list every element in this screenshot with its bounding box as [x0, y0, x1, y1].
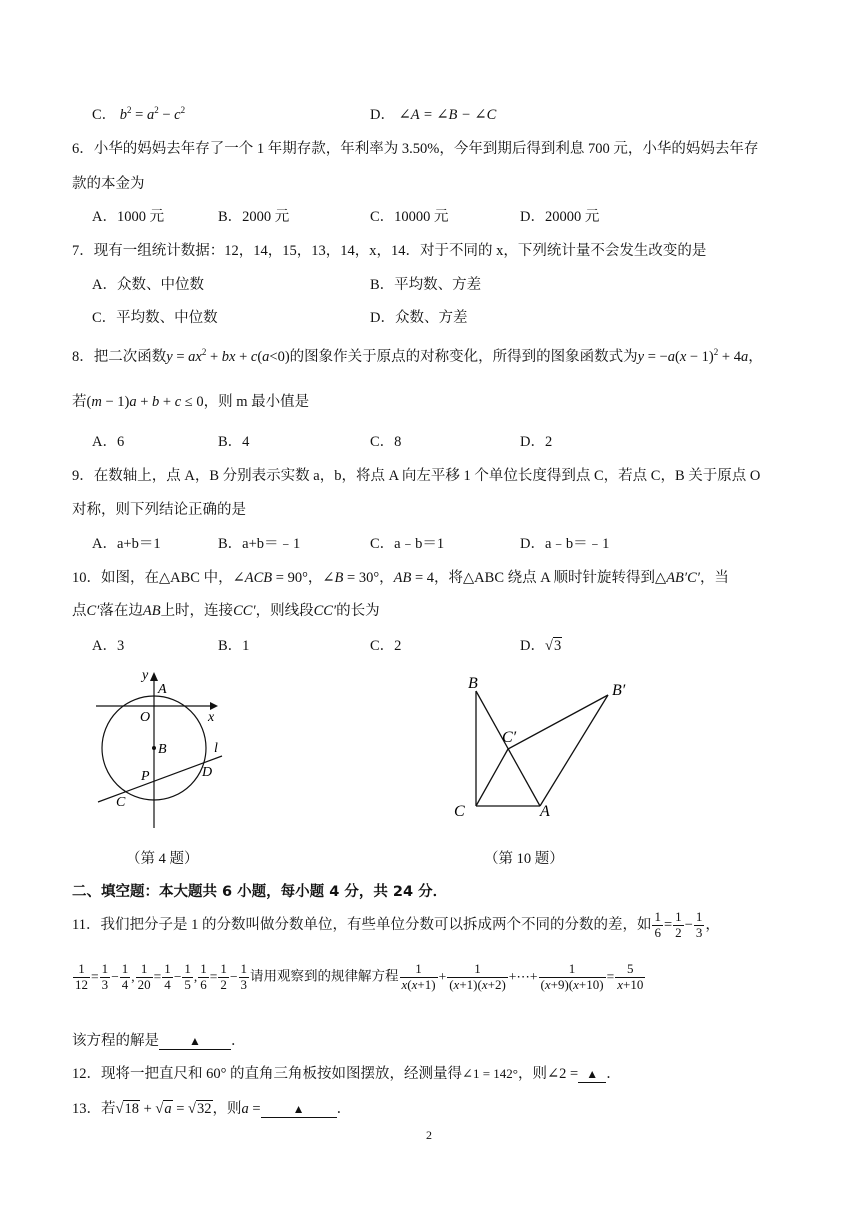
fig10-side-c-prime-b-prime [508, 695, 608, 749]
q8-stem-c: 若 [72, 394, 87, 410]
q7-option-a: A．众数、中位数 [92, 277, 204, 293]
q9-stem-line1: 9．在数轴上，点 A，B 分别表示实数 a，b，将点 A 向左平移 1 个单位长度得到点 C，若点 C，B 关于原点 O [72, 468, 761, 484]
fig4-label-o: O [140, 710, 151, 725]
q11-equation: $\frac{1}{x(x+1)}$ + $\frac{1}{(x+1)(x+2)}$ +⋯+ $\frac{1}{(x+9)(x+10)}$ = $\frac{5}{x+10}$ [401, 961, 644, 992]
q11-answer-blank: ▲ [159, 1034, 231, 1050]
q9-option-d: D．a﹣b＝﹣1 [520, 536, 610, 552]
fig4-label-l: l [214, 741, 218, 756]
q5-option-d-label: D． [370, 107, 395, 123]
q10-option-d-label: D． [520, 638, 545, 654]
fig4-label-x: x [208, 710, 215, 725]
q9-option-b: B．a+b＝﹣1 [218, 536, 301, 552]
q11-stem-line1 [72, 910, 788, 941]
q10-stem-line2-a: 点 [72, 603, 87, 619]
q7-option-b: B．平均数、方差 [370, 277, 482, 293]
fig4-center-b [152, 746, 156, 750]
fig10-label-c: C [454, 803, 465, 820]
q13-formula-2: a = [241, 1101, 261, 1117]
q7-option-c: C．平均数、中位数 [92, 310, 218, 326]
q13-formula-1: √18 + √a = √32 [115, 1101, 212, 1117]
q10-point-c-prime: C′ [86, 603, 100, 619]
fig10-segment-cc-prime [476, 749, 508, 806]
q11-examples-2: $\frac{1}{12}$ = $\frac{1}{3}$ − $\frac{1}{4}$ , $\frac{1}{20}$ = $\frac{1}{4}$ − $\frac{1}{5}$ , $\frac{1}{6}$ = $\frac{1}{2}$ − $\frac{1}{3}$ [75, 961, 247, 992]
fig4-label-c: C [116, 795, 126, 810]
q8-stem-line1 [72, 345, 788, 366]
q11-stem-line3: 该方程的解是 ▲ ． [72, 1033, 246, 1049]
fig4-x-arrow [210, 702, 218, 710]
q12-formula-2: ∠2 = [546, 1066, 579, 1082]
q10-option-b: B．1 [218, 638, 250, 654]
q6-option-d: D．20000 元 [520, 209, 600, 225]
q11-stem-c: 该方程的解是 [72, 1033, 159, 1049]
fig10-label-a: A [540, 803, 550, 820]
fig10-side-b-prime-a [540, 695, 608, 806]
q10-stem-line1 [72, 566, 788, 587]
page-number: 2 [426, 1128, 432, 1142]
q7-stem: 7．现有一组统计数据：12，14，15，13，14，x，14．对于不同的 x，下列统计量不会发生改变的是 [72, 243, 707, 259]
q9-option-a: A．a+b＝1 [92, 536, 161, 552]
q8-option-b: B．4 [218, 434, 250, 450]
fig10-label-b-prime: B′ [612, 682, 626, 699]
q13-stem: 13．若√18 + √a = √32，则a = ▲ ． [72, 1101, 352, 1117]
fig10-label-c-prime: C′ [502, 729, 517, 746]
q6-stem-line2: 款的本金为 [72, 176, 145, 192]
q5-option-c [92, 103, 185, 124]
fig4-y-arrow [150, 672, 158, 681]
q11-stem-a: 11．我们把分子是 1 的分数叫做分数单位，有些单位分数可以拆成两个不同的分数的差，如 [72, 916, 652, 933]
q10-stem-c: ，当 [699, 570, 729, 586]
q7-option-d: D．众数、方差 [370, 310, 468, 326]
q6-stem-line1: 6．小华的妈妈去年存了一个 1 年期存款，年利率为 3.50%，今年到期后得到利息 700 元，小华的妈妈去年存 [72, 141, 759, 157]
q5-option-d-formula: ∠A = ∠B − ∠C [398, 107, 497, 123]
q8-formula-3: (m − 1)a + b + c ≤ 0 [86, 394, 204, 410]
fig4-label-y: y [142, 668, 149, 683]
figure-4 [88, 666, 238, 836]
q8-stem-line2 [72, 390, 788, 411]
q12-stem-a: 12．现将一把直尺和 60° 的直角三角板按如图摆放，经测量得 [72, 1066, 463, 1082]
q12-formula-1: ∠1 = 142° [462, 1066, 518, 1081]
q6-option-a: A．1000 元 [92, 209, 165, 225]
q10-option-a: A．3 [92, 638, 125, 654]
fig4-caption: （第 4 题） [126, 851, 199, 867]
q10-stem-line2-e: 的长为 [336, 603, 380, 619]
q10-option-d [520, 634, 562, 655]
fig4-label-d: D [202, 765, 213, 780]
fig10-label-b: B [468, 675, 478, 692]
q8-stem-d: ，则 m 最小值是 [203, 394, 310, 410]
q12-stem: 12．现将一把直尺和 60° 的直角三角板按如图摆放，经测量得∠1 = 142°，则∠2 = ▲ ． [72, 1066, 621, 1082]
q8-option-d: D．2 [520, 434, 553, 450]
figure-10 [450, 670, 650, 830]
q13-stem-b: ，则 [212, 1101, 242, 1117]
q6-option-c: C．10000 元 [370, 209, 449, 225]
q10-segment-ab: AB [142, 603, 161, 619]
q10-stem-a: 10．如图，在△ABC 中， [72, 570, 233, 586]
q10-formula-2: △AB′C′ [655, 570, 700, 586]
q8-stem-b: 的图象作关于原点的对称变化，所得到的图象函数式为 [289, 349, 638, 365]
q11-example-1: $\frac{1}{6}$ = $\frac{1}{2}$ − $\frac{1}{3}$ ， [654, 909, 720, 940]
q10-option-c: C．2 [370, 638, 402, 654]
q5-option-c-label: C． [92, 107, 117, 123]
q13-stem-a: 13．若 [72, 1101, 116, 1117]
q8-stem-a: 8．把二次函数 [72, 349, 167, 365]
q11-stem-b: 请用观察到的规律解方程 [250, 968, 399, 984]
q12-answer-blank: ▲ [578, 1067, 606, 1083]
q6-option-b: B．2000 元 [218, 209, 290, 225]
q8-option-a: A．6 [92, 434, 125, 450]
q10-stem-line2-b: 落在边 [99, 603, 143, 619]
fig10-caption: （第 10 题） [484, 851, 564, 867]
q10-stem-b: ，将△ABC 绕点 A 顺时针旋转得到 [434, 570, 656, 586]
section2-title: 二、填空题：本大题共 6 小题，每小题 4 分，共 24 分． [72, 884, 448, 900]
q10-segment-cc-1: CC′ [233, 603, 256, 619]
q5-option-d [370, 103, 496, 124]
q10-stem-line2-d: ，则线段 [255, 603, 314, 619]
fig4-label-a: A [158, 682, 167, 697]
q10-segment-cc-2: CC′ [313, 603, 337, 619]
q5-option-c-formula: $b^2 = a^2 - c^2$ [119, 105, 186, 123]
q10-option-d-sqrt: √3 [544, 638, 562, 654]
q13-answer-blank: ▲ [261, 1102, 337, 1118]
q12-stem-b: ，则 [517, 1066, 547, 1082]
q10-stem-line2 [72, 599, 788, 620]
q11-stem-line2 [72, 962, 788, 993]
fig4-label-p: P [141, 769, 150, 784]
q8-formula-1: $y = ax^2$ + bx + c(a<0) [166, 347, 290, 365]
fig4-label-b: B [158, 742, 167, 757]
q8-formula-2: $y = -a(x - 1)^2 + 4a$， [637, 347, 763, 365]
q9-stem-line2: 对称，则下列结论正确的是 [72, 502, 246, 518]
q9-option-c: C．a﹣b＝1 [370, 536, 445, 552]
q8-option-c: C．8 [370, 434, 402, 450]
q10-stem-line2-c: 上时，连接 [160, 603, 234, 619]
q10-formula-1: ∠ACB = 90°，∠B = 30°，AB = 4 [232, 570, 435, 586]
